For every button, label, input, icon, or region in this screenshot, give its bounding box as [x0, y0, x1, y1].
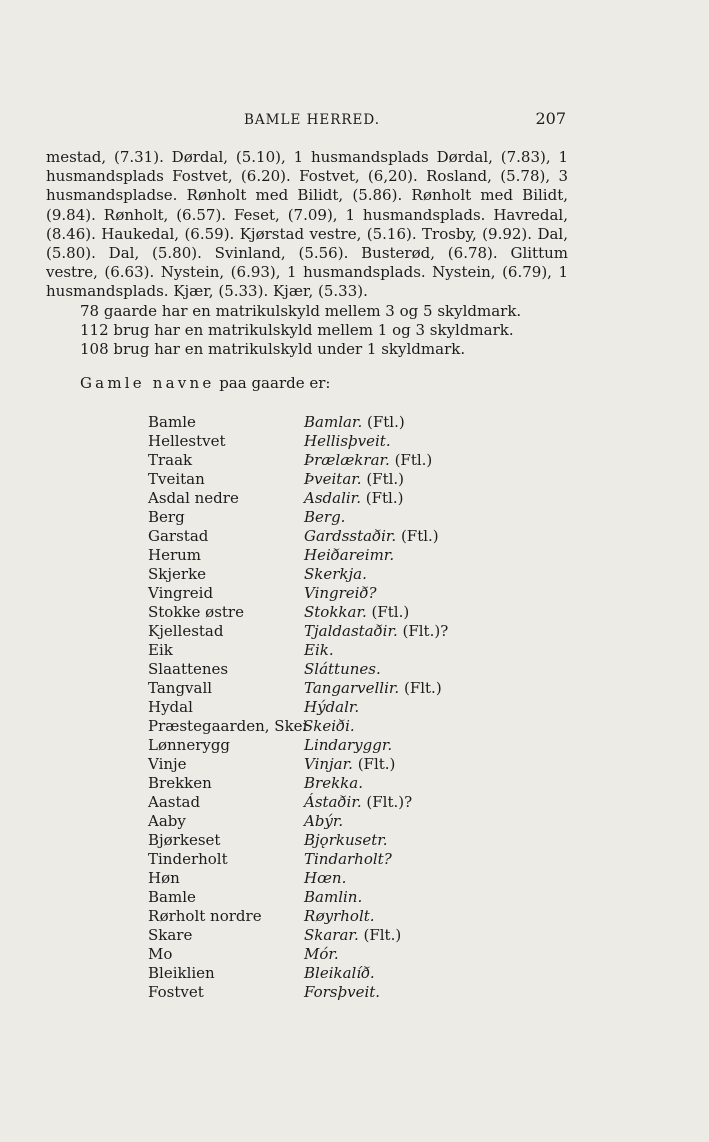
old-name-text: Vinjar. — [304, 755, 353, 773]
page-number: 207 — [535, 109, 566, 128]
modern-name: Herum — [148, 546, 202, 564]
modern-name: Eik — [148, 641, 173, 659]
old-name-text: Tindarholt? — [304, 850, 392, 868]
source-note: (Ftl.) — [389, 451, 433, 469]
farm-name-row — [148, 774, 468, 793]
modern-name: Aaby — [148, 812, 186, 830]
old-name-text: Hœn. — [304, 869, 347, 887]
old-name-text: Eik. — [304, 641, 334, 659]
farm-name-row — [148, 983, 468, 1002]
old-name-text: Gardsstaðir. — [304, 527, 397, 545]
modern-name: Tinderholt — [148, 850, 228, 868]
source-note: (Ftl.) — [361, 470, 405, 488]
old-name-text: Bleikalíð. — [304, 964, 375, 982]
old-name-text: Asdalir. — [304, 489, 361, 507]
farm-name-row — [148, 413, 468, 432]
modern-name: Lønnerygg — [148, 736, 231, 754]
modern-name: Fostvet — [148, 983, 204, 1001]
stat-line: 108 brug har en matrikulskyld under 1 skyldmark. — [80, 340, 466, 359]
modern-name: Stokke østre — [148, 603, 244, 621]
old-name-text: Skerkja. — [304, 565, 367, 583]
farm-name-row — [148, 850, 468, 869]
subheading-spaced: Gamle navne — [80, 374, 215, 392]
modern-name: Vinje — [148, 755, 187, 773]
modern-name: Hellestvet — [148, 432, 226, 450]
old-name — [304, 508, 345, 527]
source-note: (Flt.) — [399, 679, 442, 697]
old-name — [304, 774, 363, 793]
modern-name: Rørholt nordre — [148, 907, 262, 925]
old-name-text: Ástaðir. — [304, 793, 362, 811]
old-name-text: Þveitar. — [304, 470, 362, 488]
old-name-text: Skarar. — [304, 926, 359, 944]
old-name — [304, 964, 375, 983]
old-name — [304, 736, 392, 755]
old-name-text: Bamlar. — [304, 413, 363, 431]
modern-name: Kjellestad — [148, 622, 224, 640]
old-name — [304, 413, 405, 432]
farm-name-row — [148, 698, 468, 717]
old-name — [304, 641, 334, 660]
old-name-text: Þrælækrar. — [304, 451, 390, 469]
farm-name-row — [148, 470, 468, 489]
modern-name: Skjerke — [148, 565, 207, 583]
old-name — [304, 698, 359, 717]
stat-line: 78 gaarde har en matrikulskyld mellem 3 og 5 skyldmark. — [80, 301, 522, 320]
source-note: (Flt.)? — [361, 793, 413, 811]
farm-name-row — [148, 508, 468, 527]
farm-name-row — [148, 926, 468, 945]
old-name — [304, 945, 339, 964]
old-name-text: Forsþveit. — [304, 983, 381, 1001]
farm-name-row — [148, 603, 468, 622]
source-note: (Ftl.) — [396, 527, 439, 545]
old-name-text: Heiðareimr. — [304, 546, 395, 564]
source-note: (Flt.) — [358, 926, 402, 944]
modern-name: Bamle — [148, 413, 196, 431]
old-name — [304, 793, 412, 812]
section-subheading — [80, 374, 330, 392]
old-name-text: Tjaldastaðir. — [304, 622, 398, 640]
farm-name-row — [148, 717, 468, 736]
farm-name-row — [148, 964, 468, 983]
old-name — [304, 527, 439, 546]
farm-name-row — [148, 869, 468, 888]
old-name-text: Skeiði. — [303, 717, 355, 735]
old-name — [304, 660, 381, 679]
modern-name: Aastad — [148, 793, 201, 811]
subheading-rest: paa gaarde er: — [219, 374, 331, 392]
old-name — [304, 755, 395, 774]
old-name — [304, 622, 448, 641]
old-name-text: Lindaryggr. — [304, 736, 393, 754]
modern-name: Bleiklien — [148, 964, 215, 982]
source-note: (Flt.) — [352, 755, 396, 773]
old-name — [304, 603, 409, 622]
farm-name-row — [148, 945, 468, 964]
source-note: (Ftl.) — [362, 413, 405, 431]
running-title: BAMLE HERRED. — [244, 112, 381, 128]
modern-name: Traak — [148, 451, 193, 469]
modern-name: Asdal nedre — [148, 489, 239, 507]
modern-name: Mo — [148, 945, 173, 963]
old-name — [304, 812, 343, 831]
paragraph-farm-values: mestad, (7.31). Dørdal, (5.10), 1 husmandsplads Dørdal, (7.83), 1 husmandsplads Fostvet, (6.20). Fostvet, (6,20). Rosland, (5.78), 3 husmandspladse. Rønholt med Bilidt, (5.86). Rønholt med Bilidt, (9.84). Rønholt, (6.57). Feset, (7.09), 1 husmandsplads. Havredal, (8.46). Haukedal, (6.59). Kjørstad vestre, (5.16). Trosby, (9.92). Dal, (5.80). Dal, (5.80). Svinland, (5.56). Busterød, (6.78). Glittum vestre, (6.63). Nystein, (6.93), 1 husmandsplads. Nystein, (6.79), 1 husmandsplads. Kjær, (5.33). Kjær, (5.33). — [46, 148, 568, 301]
modern-name: Berg — [148, 508, 185, 526]
old-name — [304, 470, 404, 489]
body-text — [46, 148, 568, 359]
old-name-text: Vingreið? — [304, 584, 377, 602]
old-name — [304, 888, 362, 907]
old-name — [304, 489, 403, 508]
farm-name-row — [148, 888, 468, 907]
modern-name: Brekken — [148, 774, 212, 792]
farm-name-row — [148, 907, 468, 926]
farm-name-row — [148, 660, 468, 679]
old-name — [304, 432, 391, 451]
old-name-text: Tangarvellir. — [304, 679, 400, 697]
modern-name: Slaattenes — [148, 660, 229, 678]
farm-name-row — [148, 755, 468, 774]
old-name-text: Abýr. — [304, 812, 344, 830]
farm-name-row — [148, 793, 468, 812]
old-name-text: Stokkar. — [304, 603, 367, 621]
modern-name: Tveitan — [148, 470, 205, 488]
old-name-text: Hýdalr. — [304, 698, 360, 716]
old-name — [304, 907, 375, 926]
farm-name-row — [148, 565, 468, 584]
old-name-text: Hellisþveit. — [304, 432, 391, 450]
source-note: (Ftl.) — [366, 603, 410, 621]
farm-name-row — [148, 736, 468, 755]
source-note: (Ftl.) — [360, 489, 404, 507]
old-name — [304, 983, 380, 1002]
page-header — [46, 109, 566, 132]
old-name-text: Bamlin. — [304, 888, 363, 906]
old-name — [304, 451, 432, 470]
farm-name-row — [148, 812, 468, 831]
modern-name: Bjørkeset — [148, 831, 221, 849]
farm-name-row — [148, 679, 468, 698]
old-name-text: Mór. — [304, 945, 339, 963]
modern-name: Bamle — [148, 888, 196, 906]
farm-name-row — [148, 489, 468, 508]
farm-name-row — [148, 622, 468, 641]
old-name-text: Bjǫrkusetr. — [304, 831, 388, 849]
farm-name-row — [148, 546, 468, 565]
old-name — [304, 679, 442, 698]
farm-name-row — [148, 527, 468, 546]
modern-name: Garstad — [148, 527, 209, 545]
old-name — [304, 584, 377, 603]
modern-name: Hydal — [148, 698, 193, 716]
old-name — [304, 869, 346, 888]
farm-name-row — [148, 584, 468, 603]
old-name — [304, 831, 388, 850]
stat-line: 112 brug har en matrikulskyld mellem 1 og 3 skyldmark. — [80, 320, 514, 339]
old-name-text: Røyrholt. — [304, 907, 375, 925]
old-name-text: Sláttunes. — [304, 660, 381, 678]
farm-name-row — [148, 451, 468, 470]
modern-name: Præstegaarden, Skei — [148, 717, 308, 735]
old-name — [304, 850, 392, 869]
old-name — [304, 926, 401, 945]
farm-name-row — [148, 432, 468, 451]
modern-name: Tangvall — [148, 679, 213, 697]
modern-name: Vingreid — [148, 584, 214, 602]
farm-name-row — [148, 831, 468, 850]
old-name-text: Berg. — [304, 508, 346, 526]
farm-names-list — [148, 413, 468, 1002]
modern-name: Skare — [148, 926, 193, 944]
modern-name: Høn — [148, 869, 180, 887]
old-name-text: Brekka. — [304, 774, 363, 792]
old-name — [304, 565, 367, 584]
old-name — [304, 546, 394, 565]
old-name — [303, 717, 355, 736]
source-note: (Flt.)? — [397, 622, 449, 640]
farm-name-row — [148, 641, 468, 660]
